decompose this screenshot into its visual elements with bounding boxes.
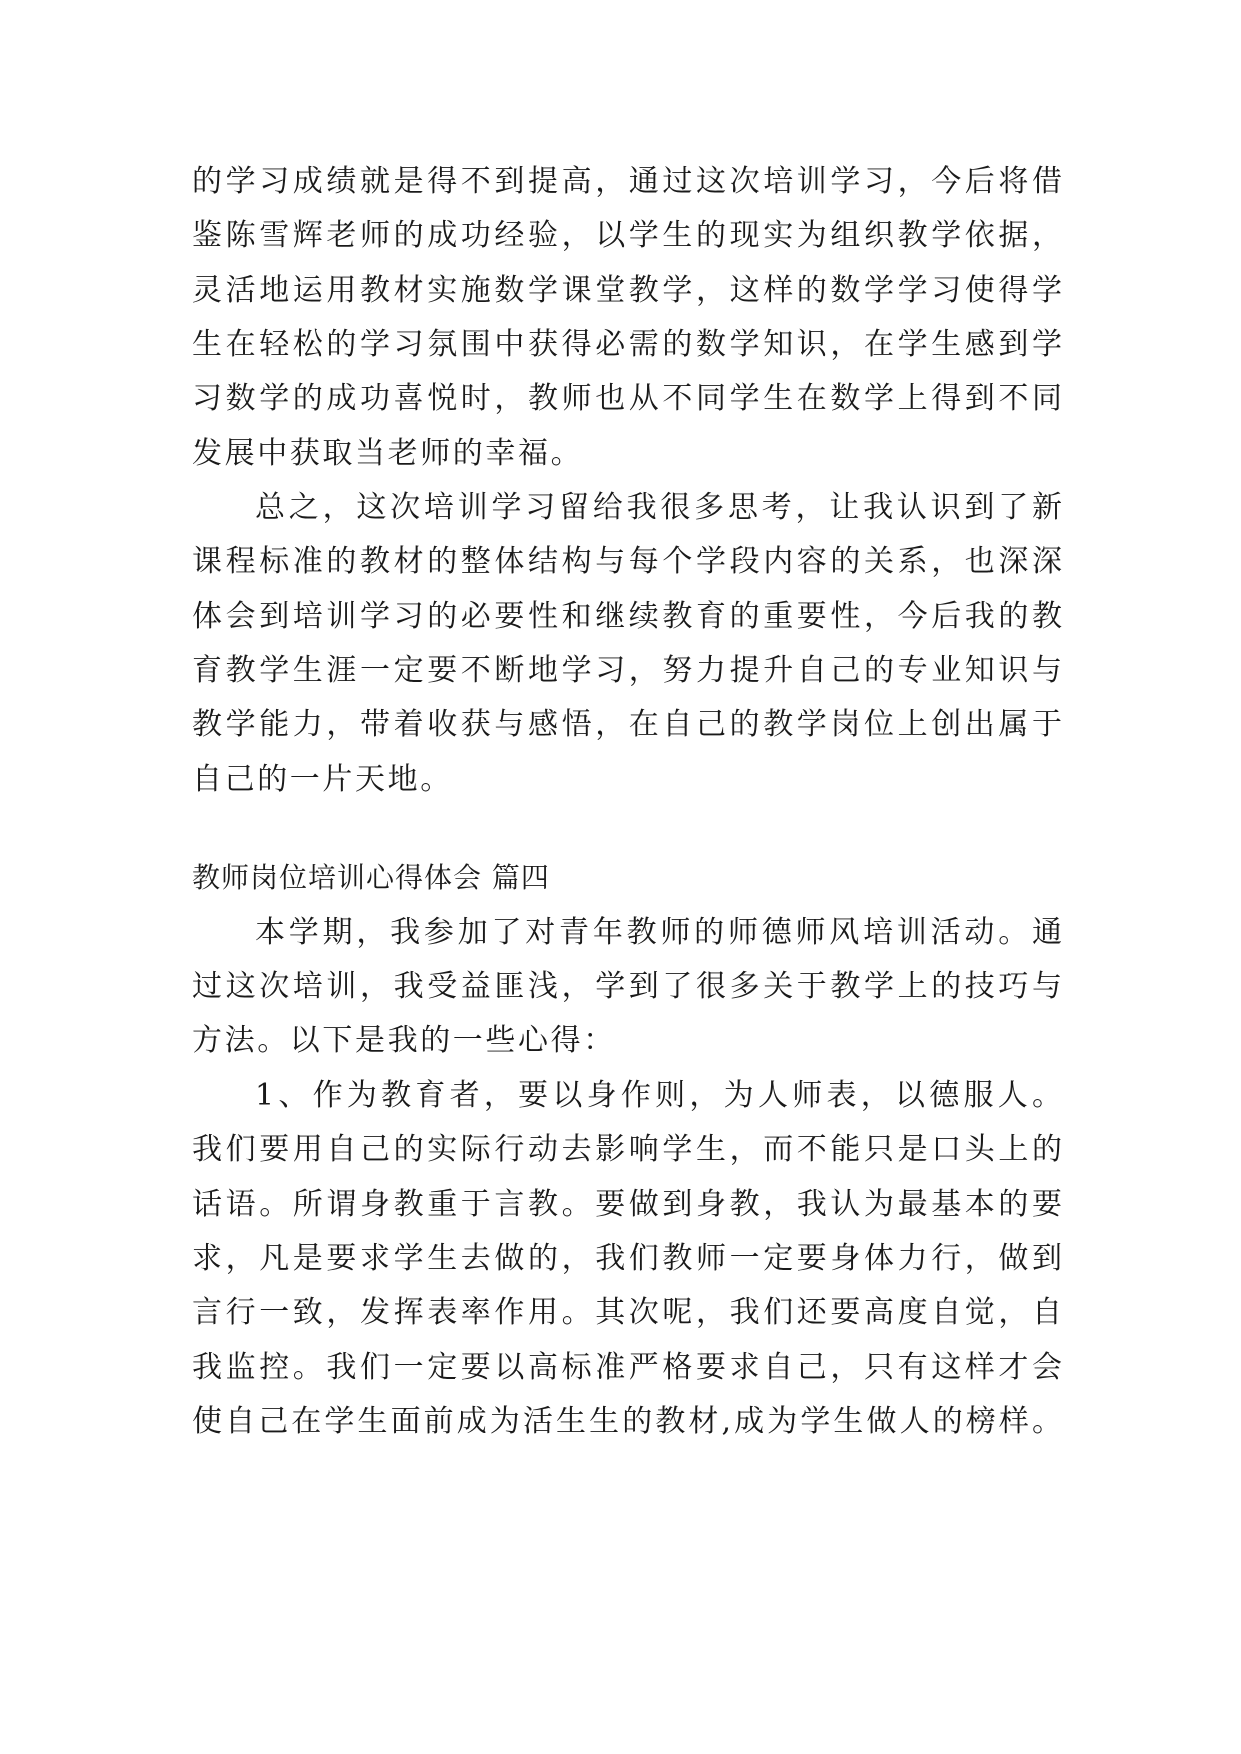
paragraph-line: 自己的一片天地。: [192, 762, 453, 797]
paragraph-line: 习数学的成功喜悦时，教师也从不同学生在数学上得到不同: [192, 381, 1062, 416]
paragraph-line: 本学期，我参加了对青年教师的师德师风培训活动。通: [255, 915, 1062, 950]
paragraph-line: 课程标准的教材的整体结构与每个学段内容的关系，也深深: [192, 544, 1062, 579]
paragraph-line: 过这次培训，我受益匪浅，学到了很多关于教学上的技巧与: [192, 969, 1062, 1004]
paragraph-line: 总之，这次培训学习留给我很多思考，让我认识到了新: [255, 490, 1062, 525]
paragraph-line: 育教学生涯一定要不断地学习，努力提升自己的专业知识与: [192, 653, 1062, 688]
paragraph-line: 方法。以下是我的一些心得：: [192, 1023, 616, 1058]
section-heading: 教师岗位培训心得体会 篇四: [192, 861, 550, 894]
paragraph-line: 我们要用自己的实际行动去影响学生，而不能只是口头上的: [192, 1132, 1062, 1167]
paragraph-line: 体会到培训学习的必要性和继续教育的重要性，今后我的教: [192, 599, 1062, 634]
paragraph-line: 灵活地运用教材实施数学课堂教学，这样的数学学习使得学: [192, 273, 1062, 308]
paragraph-line: 言行一致，发挥表率作用。其次呢，我们还要高度自觉，自: [192, 1295, 1062, 1330]
paragraph-line: 的学习成绩就是得不到提高，通过这次培训学习，今后将借: [192, 164, 1062, 199]
paragraph-line: 话语。所谓身教重于言教。要做到身教，我认为最基本的要: [192, 1187, 1062, 1222]
paragraph-line: 发展中获取当老师的幸福。: [192, 436, 584, 471]
paragraph-line: 鉴陈雪辉老师的成功经验，以学生的现实为组织教学依据，: [192, 218, 1062, 253]
paragraph-line: 使自己在学生面前成为活生生的教材,成为学生做人的榜样。: [192, 1404, 1062, 1439]
paragraph-line: 1、作为教育者，要以身作则，为人师表，以德服人。: [255, 1078, 1062, 1113]
paragraph-line: 生在轻松的学习氛围中获得必需的数学知识，在学生感到学: [192, 327, 1062, 362]
paragraph-line: 求，凡是要求学生去做的，我们教师一定要身体力行，做到: [192, 1241, 1062, 1276]
paragraph-line: 我监控。我们一定要以高标准严格要求自己，只有这样才会: [192, 1350, 1062, 1385]
paragraph-line: 教学能力，带着收获与感悟，在自己的教学岗位上创出属于: [192, 707, 1062, 742]
